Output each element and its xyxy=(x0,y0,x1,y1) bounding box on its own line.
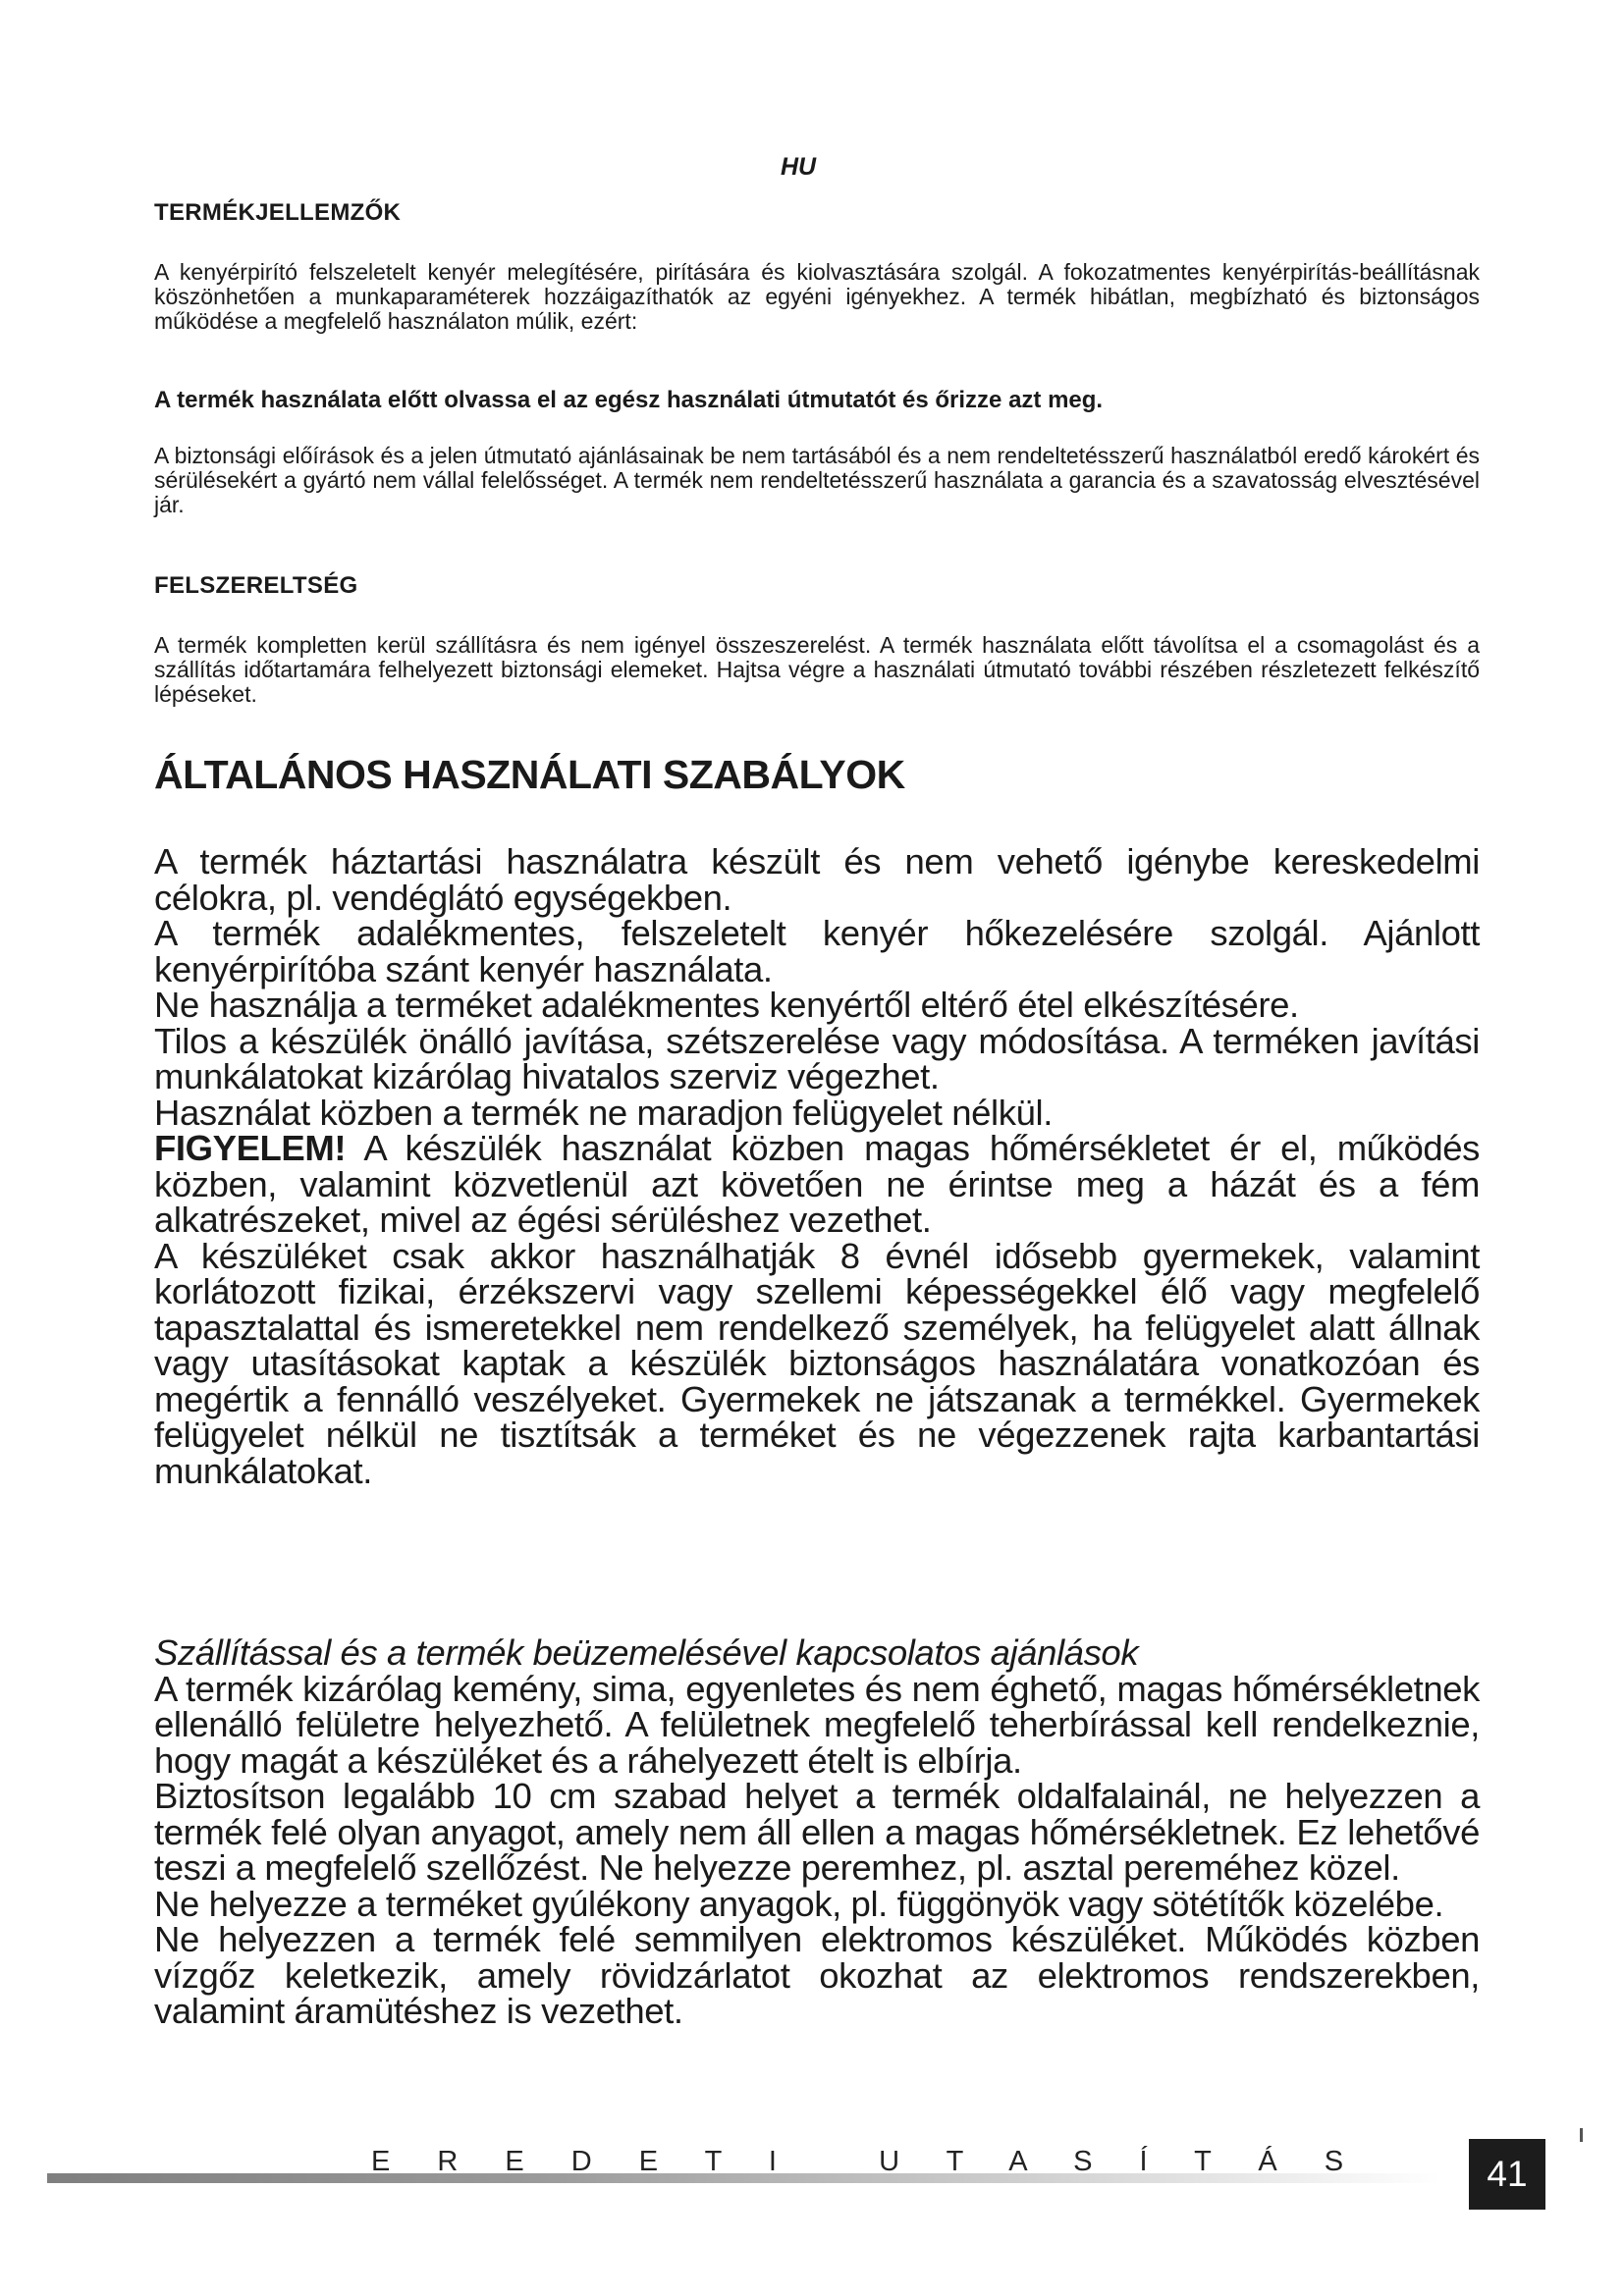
rule-item: A termék adalékmentes, felszeletelt kenyér hőkezelésére szolgál. Ajánlott kenyérpirítóba szánt kenyér használata. xyxy=(154,913,1480,989)
transport-item: Biztosítson legalább 10 cm szabad helyet a termék oldalfalainál, ne helyezzen a termék felé olyan anyagot, amely nem áll ellen a magas hőmérsékletnek. Ez lehetővé teszi a megfelelő szellőzést. Ne helyezze peremhez, pl. asztal pereméhez közel. xyxy=(154,1776,1480,1888)
transport-item: A termék kizárólag kemény, sima, egyenletes és nem éghető, magas hőmérsékletnek ellenálló felületre helyezhető. A felületnek megfelelő teherbírással kell rendelkeznie, hogy magát a készüléket és a ráhelyezett ételt is elbírja. xyxy=(154,1668,1480,1781)
rule-item: Használat közben a termék ne maradjon felügyelet nélkül. xyxy=(154,1092,1053,1133)
footer-label: E R E D E T I U T A S Í T Á S xyxy=(371,2146,1364,2177)
features-bold-notice: A termék használata előtt olvassa el az egész használati útmutatót és őrizze azt meg. xyxy=(154,387,1104,413)
page-number: 41 xyxy=(1469,2139,1545,2210)
liability-text: A biztonsági előírások és a jelen útmutató ajánlásainak be nem tartásából és a nem rendeltetésszerű használatból eredő károkért és sérülésekért a gyártó nem vállal felelősséget. A termék nem rendeltetésszerű használata a garancia és a szavatosság elvesztésével jár. xyxy=(154,443,1480,517)
rule-item: Tilos a készülék önálló javítása, szétszerelése vagy módosítása. A terméken javítási munkálatokat kizárólag hivatalos szerviz végezhet. xyxy=(154,1020,1480,1096)
warning-label: FIGYELEM! xyxy=(154,1128,347,1168)
warning-paragraph xyxy=(154,1128,1480,1240)
features-text: A kenyérpirító felszeletelt kenyér melegítésére, pirítására és kiolvasztására szolgál. A fokozatmentes kenyérpirítás-beállításnak köszönhetően a munkaparaméterek hozzáigazíthatók az egyéni igényekhez. A termék hibátlan, megbízható és biztonságos működése a megfelelő használaton múlik, ezért: xyxy=(154,259,1480,334)
warning-text: A készülék használat közben magas hőmérsékletet ér el, működés közben, valamint közvetlenül azt követően ne érintse meg a házát és a fém alkatrészeket, mivel az égési sérüléshez vezethet. xyxy=(154,1128,1480,1240)
rule-item: A termék háztartási használatra készült és nem vehető igénybe kereskedelmi célokra, pl. vendéglátó egységekben. xyxy=(154,841,1480,918)
equipment-text: A termék kompletten kerül szállításra és nem igényel összeszerelést. A termék használata előtt távolítsa el a csomagolást és a szállítás időtartamára felhelyezett biztonsági elemeket. Hajtsa végre a használati útmutató további részében részletezett felkészítő lépéseket. xyxy=(154,632,1480,707)
rule-item: Ne használja a terméket adalékmentes kenyértől eltérő étel elkészítésére. xyxy=(154,985,1299,1025)
general-rules-block xyxy=(154,841,1480,1491)
margin-tick xyxy=(1580,2128,1583,2142)
equipment-title: FELSZERELTSÉG xyxy=(154,572,358,599)
children-paragraph: A készüléket csak akkor használhatják 8 évnél idősebb gyermekek, valamint korlátozott fizikai, érzékszervi vagy szellemi képességekkel élő vagy megfelelő tapasztalattal és ismeretekkel nem rendelkező személyek, ha felügyelet alatt állnak vagy utasításokat kaptak a készülék biztonságos használatára vonatkozóan és megértik a fennálló veszélyeket. Gyermekek ne játszanak a termékkel. Gyermekek felügyelet nélkül ne tisztítsák a terméket és ne végezzenek rajta karbantartási munkálatokat. xyxy=(154,1235,1480,1491)
general-rules-title: ÁLTALÁNOS HASZNÁLATI SZABÁLYOK xyxy=(154,752,905,797)
features-title: TERMÉKJELLEMZŐK xyxy=(154,199,402,226)
transport-block xyxy=(154,1632,1480,2031)
transport-title: Szállítással és a termék beüzemelésével kapcsolatos ajánlások xyxy=(154,1632,1139,1673)
transport-item: Ne helyezzen a termék felé semmilyen elektromos készüléket. Működés közben vízgőz keletkezik, amely rövidzárlatot okozhat az elektromos rendszerekben, valamint áramütéshez is vezethet. xyxy=(154,1919,1480,2031)
language-code: HU xyxy=(781,153,817,181)
transport-item: Ne helyezze a terméket gyúlékony anyagok, pl. függönyök vagy sötétítők közelébe. xyxy=(154,1883,1444,1924)
